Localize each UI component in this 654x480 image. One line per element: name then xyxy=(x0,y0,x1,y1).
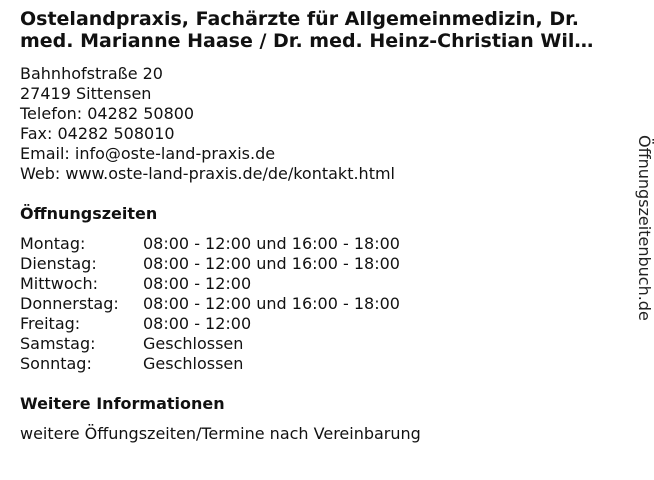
practice-title xyxy=(20,8,632,52)
day-label: Dienstag: xyxy=(20,254,97,273)
hours-row-saturday xyxy=(20,334,400,354)
hours-row-sunday xyxy=(20,354,400,374)
time-value: Geschlossen xyxy=(143,354,244,373)
website: Web: www.oste-land-praxis.de/de/kontakt.html xyxy=(20,164,395,183)
practice-title-line-2: med. Marianne Haase / Dr. med. Heinz-Christian Wil… xyxy=(20,30,594,52)
opening-hours-heading: Öffnungszeiten xyxy=(20,204,158,223)
city: 27419 Sittensen xyxy=(20,84,152,103)
hours-row-friday xyxy=(20,314,400,334)
time-value: 08:00 - 12:00 und 16:00 - 18:00 xyxy=(143,254,400,273)
further-info-heading: Weitere Informationen xyxy=(20,394,225,413)
opening-hours-table xyxy=(20,234,400,374)
hours-row-wednesday xyxy=(20,274,400,294)
day-label: Sonntag: xyxy=(20,354,92,373)
fax: Fax: 04282 508010 xyxy=(20,124,175,143)
hours-row-thursday xyxy=(20,294,400,314)
day-label: Donnerstag: xyxy=(20,294,119,313)
day-label: Samstag: xyxy=(20,334,96,353)
practice-title-line-1: Ostelandpraxis, Fachärzte für Allgemeinmedizin, Dr. xyxy=(20,8,579,30)
day-label: Montag: xyxy=(20,234,86,253)
day-label: Mittwoch: xyxy=(20,274,98,293)
email: Email: info@oste-land-praxis.de xyxy=(20,144,276,163)
time-value: 08:00 - 12:00 und 16:00 - 18:00 xyxy=(143,234,400,253)
phone: Telefon: 04282 50800 xyxy=(20,104,195,123)
street: Bahnhofstraße 20 xyxy=(20,64,163,83)
further-info-text: weitere Öffungszeiten/Termine nach Vereinbarung xyxy=(20,424,421,443)
day-label: Freitag: xyxy=(20,314,81,333)
address-block xyxy=(20,64,395,184)
site-watermark-text: Öffnungszeitenbuch.de xyxy=(635,135,654,321)
time-value: 08:00 - 12:00 und 16:00 - 18:00 xyxy=(143,294,400,313)
time-value: 08:00 - 12:00 xyxy=(143,274,252,293)
time-value: Geschlossen xyxy=(143,334,244,353)
hours-row-tuesday xyxy=(20,254,400,274)
hours-row-monday xyxy=(20,234,400,254)
time-value: 08:00 - 12:00 xyxy=(143,314,252,333)
